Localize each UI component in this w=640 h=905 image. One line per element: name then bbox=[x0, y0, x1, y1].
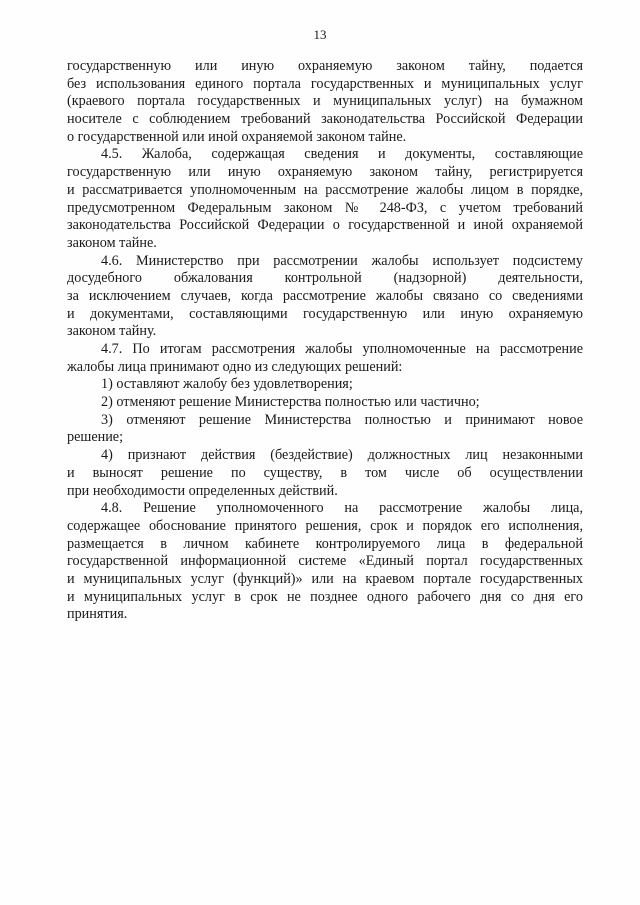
text-line: 4.6. Министерство при рассмотрении жалобы использует подсистему bbox=[101, 252, 583, 269]
text-line: за исключением случаев, когда рассмотрение жалобы связано со сведениями bbox=[67, 287, 583, 304]
text-line: решение; bbox=[67, 429, 124, 446]
text-line: государственную или иную охраняемую законом тайну, регистрируется bbox=[67, 164, 583, 181]
text-line: размещается в личном кабинете контролируемого лица в федеральной bbox=[67, 535, 583, 552]
text-line: принятия. bbox=[67, 606, 128, 623]
text-line: и рассматривается уполномоченным на рассмотрение жалобы лицом в порядке, bbox=[67, 181, 583, 198]
text-line: 4.8. Решение уполномоченного на рассмотрение жалобы лица, bbox=[101, 500, 583, 517]
text-line: без использования единого портала государственных и муниципальных услуг bbox=[67, 75, 583, 92]
text-line: носителе с соблюдением требований законодательства Российской Федерации bbox=[67, 111, 583, 128]
text-line: государственной информационной системе «Единый портал государственных bbox=[67, 553, 583, 570]
text-line: и выносят решение по существу, в том числе об осуществлении bbox=[67, 464, 583, 481]
text-line: при необходимости определенных действий. bbox=[67, 482, 338, 499]
text-line: 4) признают действия (бездействие) должностных лиц незаконными bbox=[101, 447, 583, 464]
document-body bbox=[67, 58, 583, 624]
text-line: о государственной или иной охраняемой законом тайне. bbox=[67, 128, 407, 145]
text-line: жалобы лица принимают одно из следующих решений: bbox=[67, 358, 403, 375]
text-line: 4.5. Жалоба, содержащая сведения и документы, составляющие bbox=[101, 146, 583, 163]
page-number: 13 bbox=[313, 27, 327, 42]
text-line: 1) оставляют жалобу без удовлетворения; bbox=[101, 376, 353, 393]
text-line: (краевого портала государственных и муниципальных услуг) на бумажном bbox=[67, 93, 583, 110]
text-line: законом тайну. bbox=[67, 323, 157, 340]
text-line: законом тайне. bbox=[67, 234, 157, 251]
text-line: 2) отменяют решение Министерства полностью или частично; bbox=[101, 394, 480, 411]
text-line: законодательства Российской Федерации о государственной и иной охраняемой bbox=[67, 217, 583, 234]
text-line: досудебного обжалования контрольной (надзорной) деятельности, bbox=[67, 270, 583, 287]
text-line: содержащее обоснование принятого решения, срок и порядок его исполнения, bbox=[67, 517, 583, 534]
text-line: предусмотренном Федеральным законом № 248-ФЗ, с учетом требований bbox=[67, 199, 583, 216]
text-line: государственную или иную охраняемую законом тайну, подается bbox=[67, 58, 583, 74]
text-line: и муниципальных услуг в срок не позднее одного рабочего дня со дня его bbox=[67, 588, 583, 605]
text-line: 4.7. По итогам рассмотрения жалобы уполномоченные на рассмотрение bbox=[101, 341, 583, 357]
text-line: и документами, составляющими государственную или иную охраняемую bbox=[67, 305, 583, 322]
text-line: и муниципальных услуг (функций)» или на краевом портале государственных bbox=[67, 570, 583, 587]
text-line: 3) отменяют решение Министерства полностью и принимают новое bbox=[101, 411, 583, 428]
